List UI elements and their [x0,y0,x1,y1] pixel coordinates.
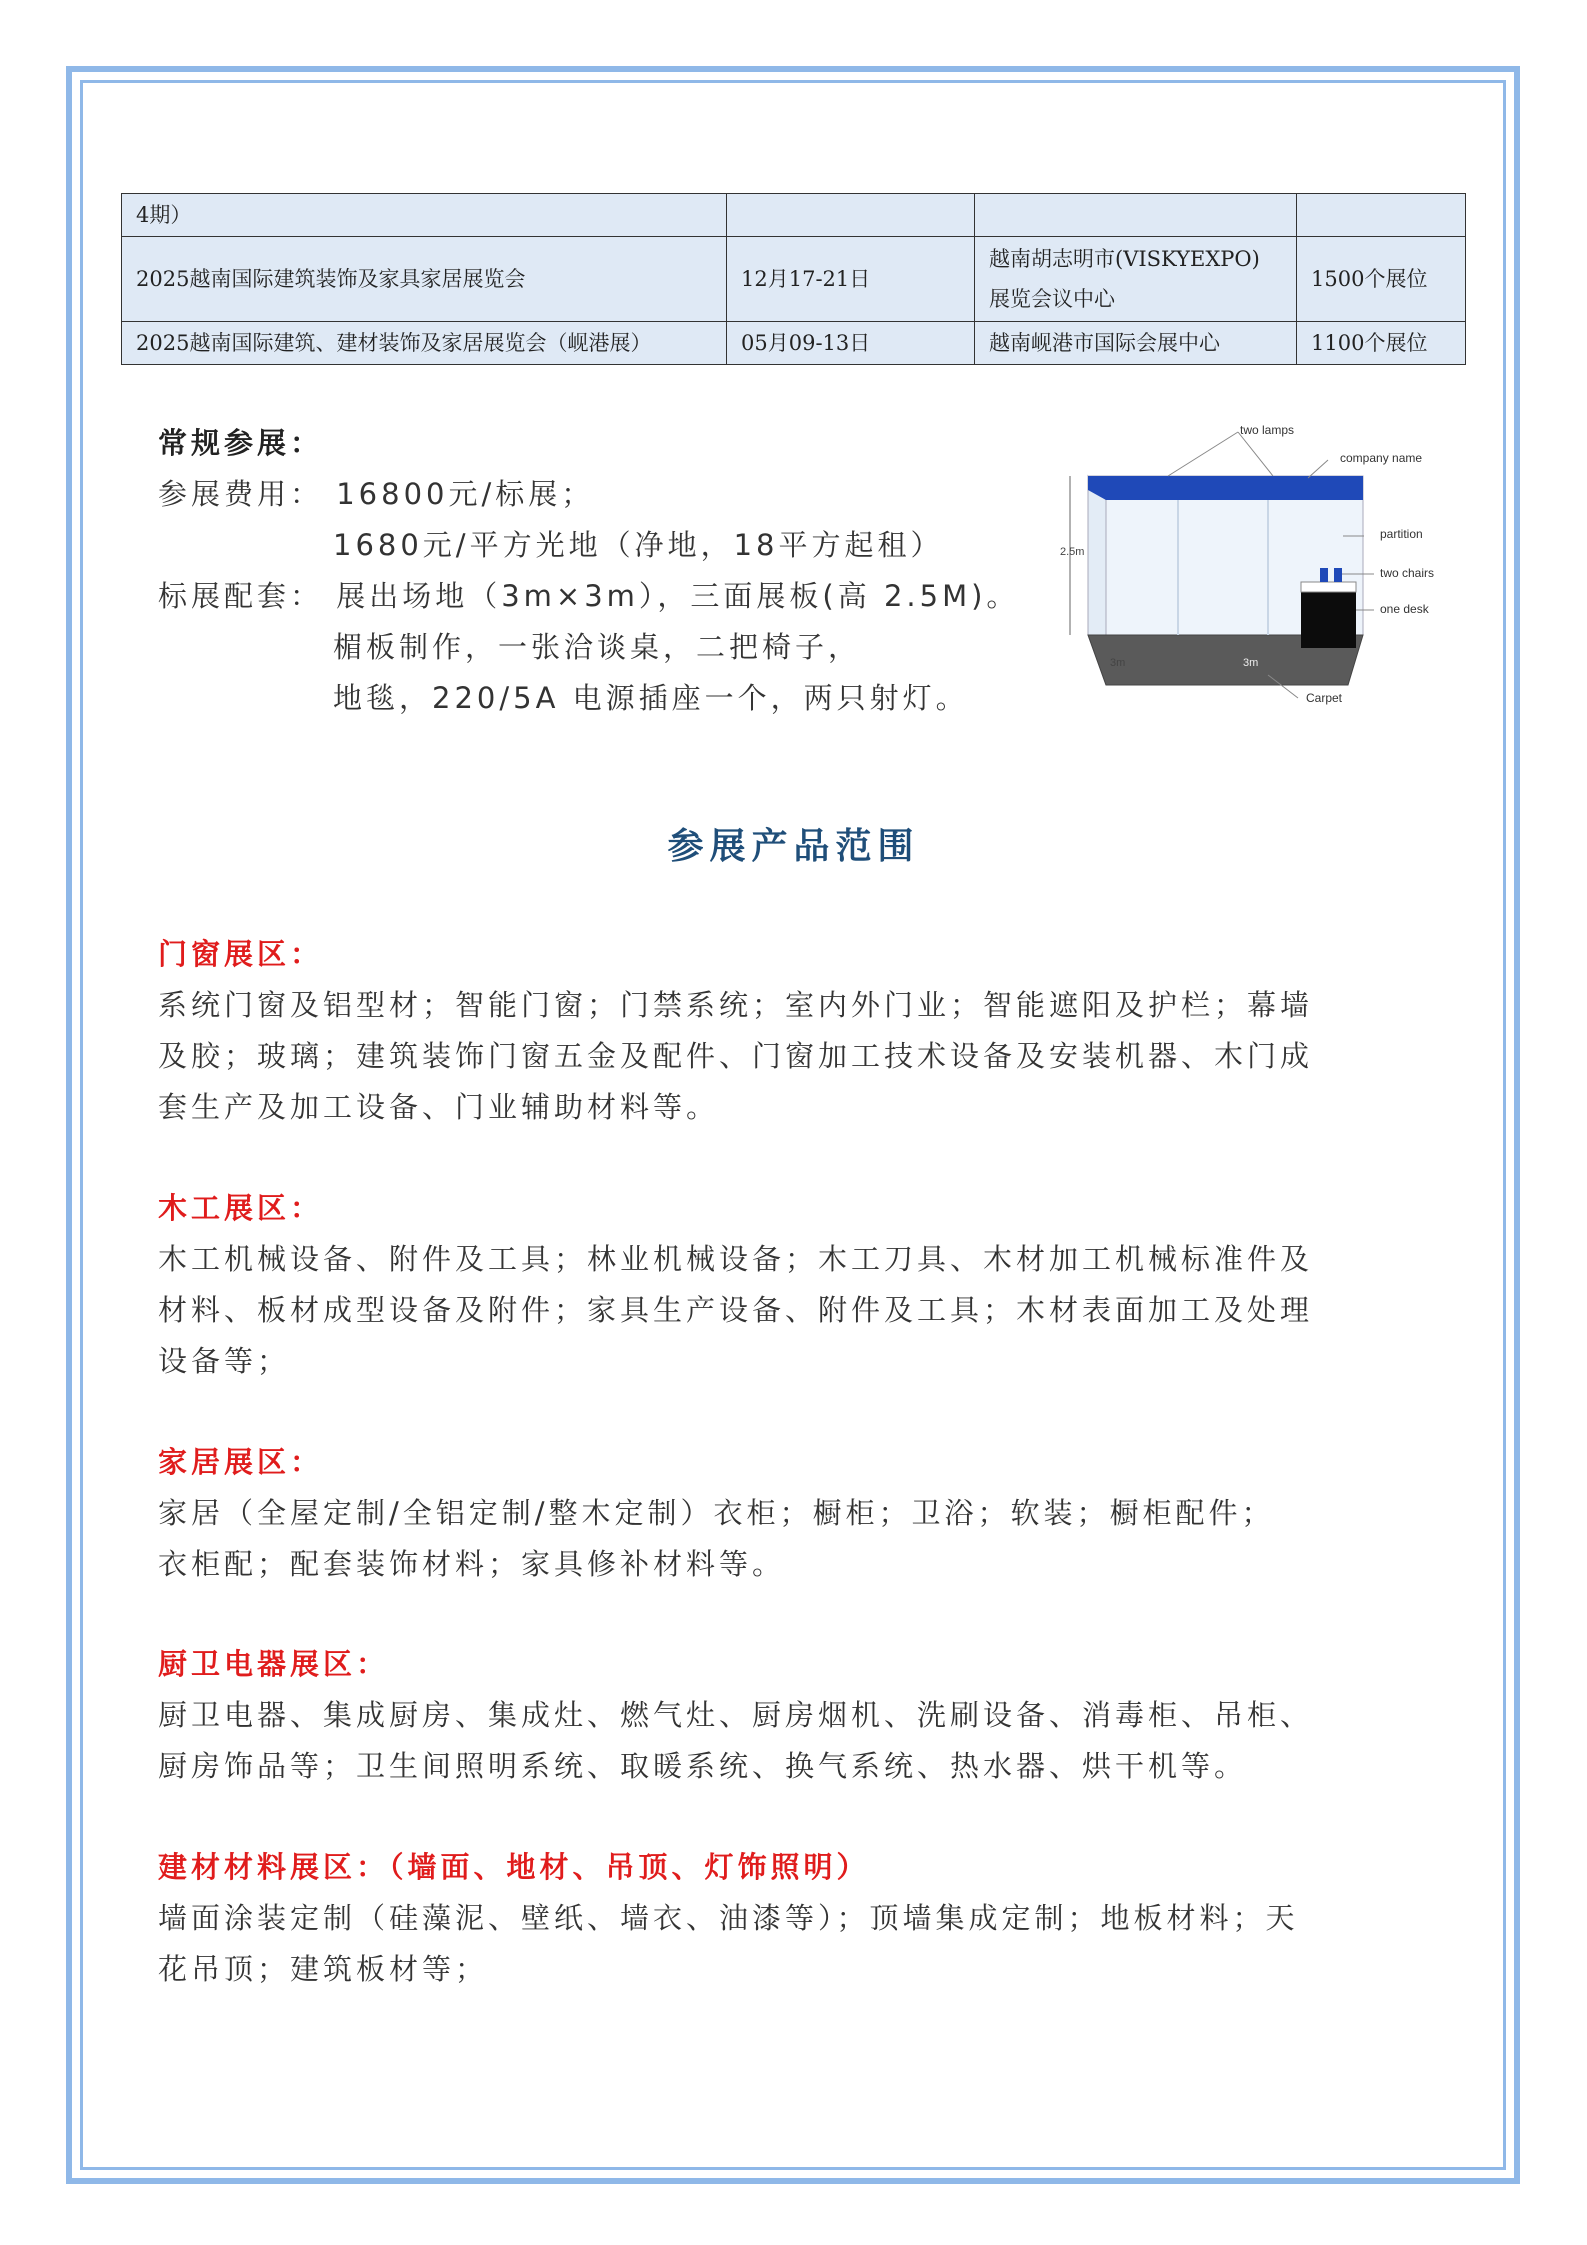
booth-heading: 常规参展： [158,426,324,460]
width-label: 3m [1243,657,1259,669]
fascia-board [1088,476,1363,500]
category-text: 墙面涂装定制（硅藻泥、壁纸、墙衣、油漆等）；顶墙集成定制；地板材料；天 [158,1901,1299,1935]
table-row [122,237,1466,322]
config-item: 楣板制作，一张洽谈桌，二把椅子， [333,630,862,664]
category-text: 衣柜配；配套装饰材料；家具修补材料等。 [158,1547,786,1581]
callout-line [1238,432,1273,476]
category-text: 套生产及加工设备、门业辅助材料等。 [158,1090,720,1124]
cell-venue [975,237,1297,322]
category-title: 家居展区： [158,1445,324,1479]
label-partition: partition [1380,527,1423,541]
category-text: 花吊顶；建筑板材等； [158,1952,489,1986]
category-title: 厨卫电器展区： [158,1647,390,1681]
chair-shape [1320,568,1328,582]
config-label: 标展配套： [158,579,324,613]
cell-size: 1500个展位 [1297,237,1466,322]
category-text: 材料、板材成型设备及附件；家具生产设备、附件及工具；木材表面加工及处理 [158,1293,1314,1327]
label-two-chairs: two chairs [1380,566,1435,580]
category-text: 及胶；玻璃；建筑装饰门窗五金及配件、门窗加工技术设备及安装机器、木门成 [158,1039,1314,1073]
config-line [158,571,1078,622]
label-two-lamps: two lamps [1240,423,1295,437]
category-title: 门窗展区： [158,937,324,971]
desk-top [1301,582,1356,592]
callout-line [1308,460,1328,478]
category-title: 建材材料展区：（墙面、地材、吊顶、灯饰照明） [158,1850,870,1884]
cell-exhibition-name: 2025越南国际建筑装饰及家具家居展览会 [122,237,727,322]
category-text: 家居（全屋定制/全铝定制/整木定制）衣柜；橱柜；卫浴；软装；橱柜配件； [158,1496,1275,1530]
cell-exhibition-name: 4期） [122,194,727,237]
callout-line [1168,432,1238,476]
cell-size: 1100个展位 [1297,322,1466,365]
label-carpet: Carpet [1306,691,1343,705]
width-label: 3m [1110,657,1126,669]
category-title: 木工展区： [158,1191,324,1225]
cell-venue: 越南岘港市国际会展中心 [975,322,1297,365]
cell-exhibition-name: 2025越南国际建筑、建材装饰及家居展览会（岘港展） [122,322,727,365]
desk-shape [1301,590,1356,648]
booth-info [158,418,1078,724]
height-label: 2.5m [1060,546,1085,558]
venue-line: 展览会议中心 [989,287,1115,311]
category-text: 系统门窗及铝型材；智能门窗；门禁系统；室内外门业；智能遮阳及护栏；幕墙 [158,988,1314,1022]
cell-date [727,194,975,237]
category-text: 厨卫电器、集成厨房、集成灶、燃气灶、厨房烟机、洗刷设备、消毒柜、吊柜、 [158,1698,1314,1732]
table-row [122,194,1466,237]
label-company-name: company name [1340,451,1423,465]
fee-space: 1680元/平方光地（净地，18平方起租） [333,528,944,562]
cell-date: 05月09-13日 [727,322,975,365]
category-text: 设备等； [158,1344,291,1378]
category-text: 厨房饰品等；卫生间照明系统、取暖系统、换气系统、热水器、烘干机等。 [158,1749,1248,1783]
fee-label: 参展费用： [158,477,324,511]
booth-diagram [1058,420,1458,712]
category-kitchen-bath [158,1639,1428,1792]
category-text: 木工机械设备、附件及工具；林业机械设备；木工刀具、木材加工机械标准件及 [158,1242,1314,1276]
table-row [122,322,1466,365]
chair-shape [1334,568,1342,582]
venue-line: 越南胡志明市(VISKYEXPO) [989,247,1260,271]
config-item: 展出场地（3m×3m），三面展板(高 2.5M)。 [336,579,1020,613]
exhibition-table [121,193,1466,365]
cell-size [1297,194,1466,237]
label-one-desk: one desk [1380,602,1429,616]
category-doors-windows [158,929,1428,1133]
cell-date: 12月17-21日 [727,237,975,322]
category-home [158,1437,1428,1590]
config-item: 地毯，220/5A 电源插座一个，两只射灯。 [333,681,969,715]
category-woodworking [158,1183,1428,1387]
cell-venue [975,194,1297,237]
fee-standard: 16800元/标展； [336,477,595,511]
products-title: 参展产品范围 [667,826,920,867]
category-building-materials [158,1842,1428,1995]
fee-line [158,469,1078,520]
